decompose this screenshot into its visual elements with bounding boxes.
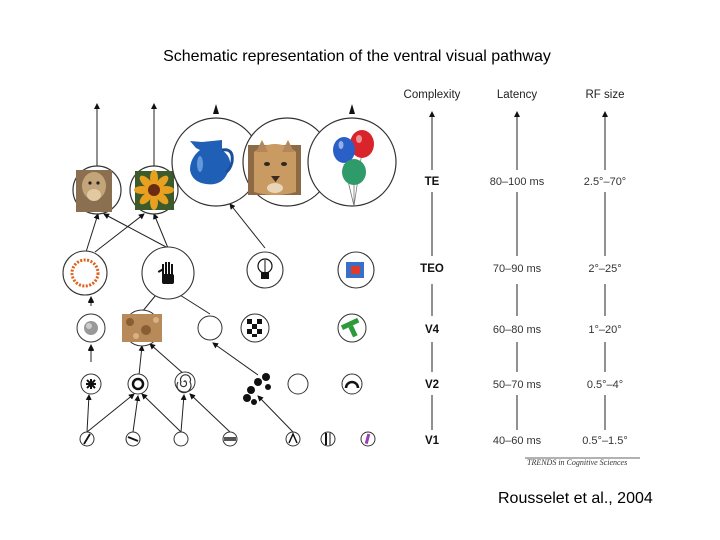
area-label-v1: V1 [424,435,440,447]
header-latency: Latency [496,89,538,101]
cougar-face-image [248,140,301,195]
v2-circle-arc [342,374,362,394]
teo-row [63,247,374,299]
journal-credit: TRENDS in Cognitive Sciences [527,458,628,467]
area-label-teo: TEO [420,263,444,275]
header-rf-size: RF size [585,89,625,101]
v2-row [81,372,362,405]
v2-blob-cluster [243,373,271,405]
latency-te: 80–100 ms [489,176,545,188]
te-row [73,118,396,214]
area-label-v4: V4 [424,324,440,336]
v2-circle-plain [288,374,308,394]
latency-v1: 40–60 ms [492,435,542,447]
v4-row [77,310,366,346]
v1-circle-6 [321,432,335,446]
v1-row [80,432,375,446]
pathway-table [404,89,640,467]
rf-size-v4: 1°–20° [588,324,622,336]
latency-v4: 60–80 ms [492,324,542,336]
v2-circle-target [128,374,148,394]
header-complexity: Complexity [403,89,461,101]
sunflower-image [134,170,174,210]
area-label-te: TE [424,176,440,188]
rf-size-te: 2.5°–70° [583,176,627,188]
rf-size-v1: 0.5°–1.5° [582,435,628,447]
citation: Rousselet et al., 2004 [498,490,653,507]
area-label-v2: V2 [424,379,440,391]
rf-size-v2: 0.5°–4° [586,379,624,391]
teo-circle-ring [63,251,107,295]
v4-circle-plain [198,316,222,340]
monkey-face-image [76,170,112,212]
v1-circle-3 [174,432,188,446]
latency-v2: 50–70 ms [492,379,542,391]
slide-title: Schematic representation of the ventral visual pathway [163,48,551,65]
rf-size-teo: 2°–25° [588,263,622,275]
texture-patch [122,314,162,342]
latency-teo: 70–90 ms [492,263,542,275]
